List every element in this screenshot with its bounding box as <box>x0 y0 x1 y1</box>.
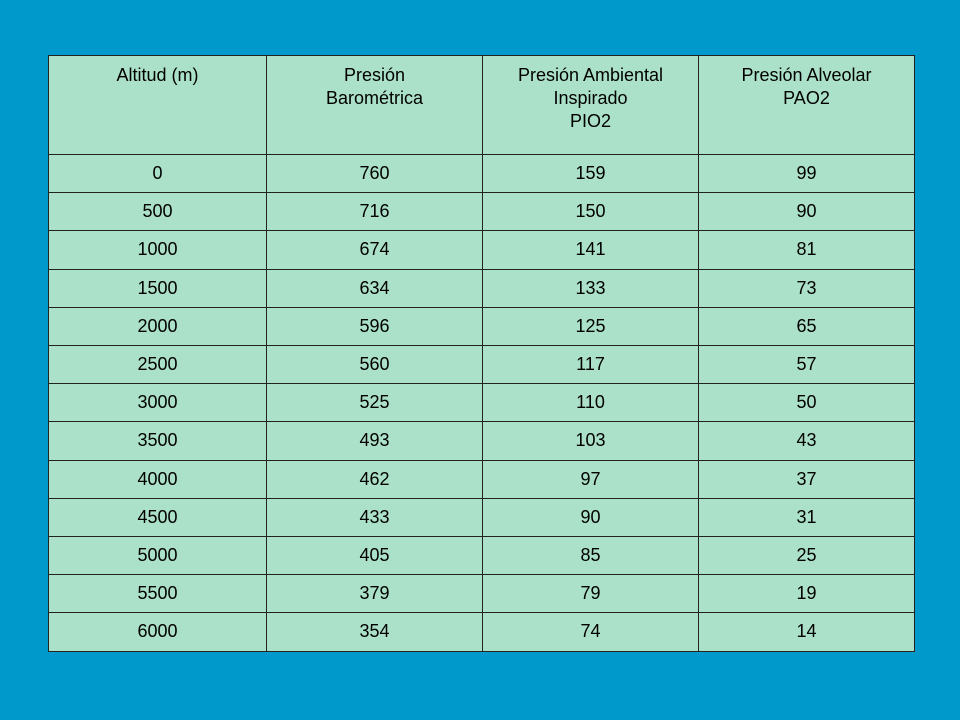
table-cell-alveolar-pressure: 57 <box>698 345 914 383</box>
table-cell-barometric-pressure: 525 <box>266 383 482 421</box>
header-line: PIO2 <box>569 111 612 131</box>
table-cell-alveolar-pressure: 65 <box>698 307 914 345</box>
table-row <box>49 612 914 650</box>
table-cell-alveolar-pressure: 99 <box>698 154 914 192</box>
table-cell-inspired-pressure: 85 <box>482 536 698 574</box>
header-cell-inspired-pressure <box>482 55 698 154</box>
header-line: PAO2 <box>783 88 830 108</box>
table-cell-inspired-pressure: 117 <box>482 345 698 383</box>
data-table <box>48 55 915 652</box>
table-cell-barometric-pressure: 674 <box>266 230 482 268</box>
table-cell-barometric-pressure: 462 <box>266 460 482 498</box>
table-cell-barometric-pressure: 760 <box>266 154 482 192</box>
table-row <box>49 230 914 268</box>
table-cell-inspired-pressure: 79 <box>482 574 698 612</box>
table-row <box>49 192 914 230</box>
table-cell-inspired-pressure: 97 <box>482 460 698 498</box>
table-cell-altitude: 5500 <box>49 574 266 612</box>
table-cell-barometric-pressure: 716 <box>266 192 482 230</box>
table-cell-altitude: 3500 <box>49 421 266 459</box>
table-row <box>49 307 914 345</box>
header-line: Barométrica <box>325 88 424 108</box>
table-cell-altitude: 0 <box>49 154 266 192</box>
table-row <box>49 574 914 612</box>
table-cell-altitude: 1500 <box>49 269 266 307</box>
table-cell-inspired-pressure: 150 <box>482 192 698 230</box>
table-cell-barometric-pressure: 354 <box>266 612 482 650</box>
table-header-row <box>49 55 914 154</box>
table-cell-inspired-pressure: 159 <box>482 154 698 192</box>
table-cell-barometric-pressure: 560 <box>266 345 482 383</box>
table-cell-alveolar-pressure: 81 <box>698 230 914 268</box>
table-cell-inspired-pressure: 103 <box>482 421 698 459</box>
table-row <box>49 345 914 383</box>
table-cell-inspired-pressure: 141 <box>482 230 698 268</box>
header-line: Altitud (m) <box>116 65 199 85</box>
table-row <box>49 536 914 574</box>
table-row <box>49 383 914 421</box>
table-cell-altitude: 3000 <box>49 383 266 421</box>
table-cell-barometric-pressure: 405 <box>266 536 482 574</box>
table-cell-barometric-pressure: 379 <box>266 574 482 612</box>
table-cell-alveolar-pressure: 31 <box>698 498 914 536</box>
table-cell-inspired-pressure: 125 <box>482 307 698 345</box>
table-cell-inspired-pressure: 110 <box>482 383 698 421</box>
table-row <box>49 269 914 307</box>
header-line: Presión Alveolar <box>741 65 872 85</box>
header-cell-alveolar-pressure <box>698 55 914 154</box>
table-cell-alveolar-pressure: 14 <box>698 612 914 650</box>
header-line: Presión Ambiental <box>517 65 664 85</box>
table-cell-alveolar-pressure: 73 <box>698 269 914 307</box>
table-cell-alveolar-pressure: 50 <box>698 383 914 421</box>
table-cell-altitude: 2000 <box>49 307 266 345</box>
table-row <box>49 421 914 459</box>
table-cell-alveolar-pressure: 25 <box>698 536 914 574</box>
table-row <box>49 154 914 192</box>
table-cell-altitude: 6000 <box>49 612 266 650</box>
table-cell-alveolar-pressure: 37 <box>698 460 914 498</box>
table-cell-altitude: 2500 <box>49 345 266 383</box>
table-cell-altitude: 500 <box>49 192 266 230</box>
table-row <box>49 498 914 536</box>
table-cell-alveolar-pressure: 43 <box>698 421 914 459</box>
table-cell-inspired-pressure: 133 <box>482 269 698 307</box>
table-cell-barometric-pressure: 634 <box>266 269 482 307</box>
header-line: Presión <box>343 65 406 85</box>
table-cell-barometric-pressure: 596 <box>266 307 482 345</box>
table-row <box>49 460 914 498</box>
table-cell-barometric-pressure: 433 <box>266 498 482 536</box>
table-cell-altitude: 4000 <box>49 460 266 498</box>
table-cell-altitude: 4500 <box>49 498 266 536</box>
table-cell-alveolar-pressure: 19 <box>698 574 914 612</box>
table-cell-altitude: 1000 <box>49 230 266 268</box>
table-cell-inspired-pressure: 90 <box>482 498 698 536</box>
header-line: Inspirado <box>553 88 628 108</box>
table-cell-altitude: 5000 <box>49 536 266 574</box>
table-cell-alveolar-pressure: 90 <box>698 192 914 230</box>
table-cell-inspired-pressure: 74 <box>482 612 698 650</box>
header-cell-altitude <box>49 55 266 154</box>
header-cell-barometric-pressure <box>266 55 482 154</box>
table-cell-barometric-pressure: 493 <box>266 421 482 459</box>
